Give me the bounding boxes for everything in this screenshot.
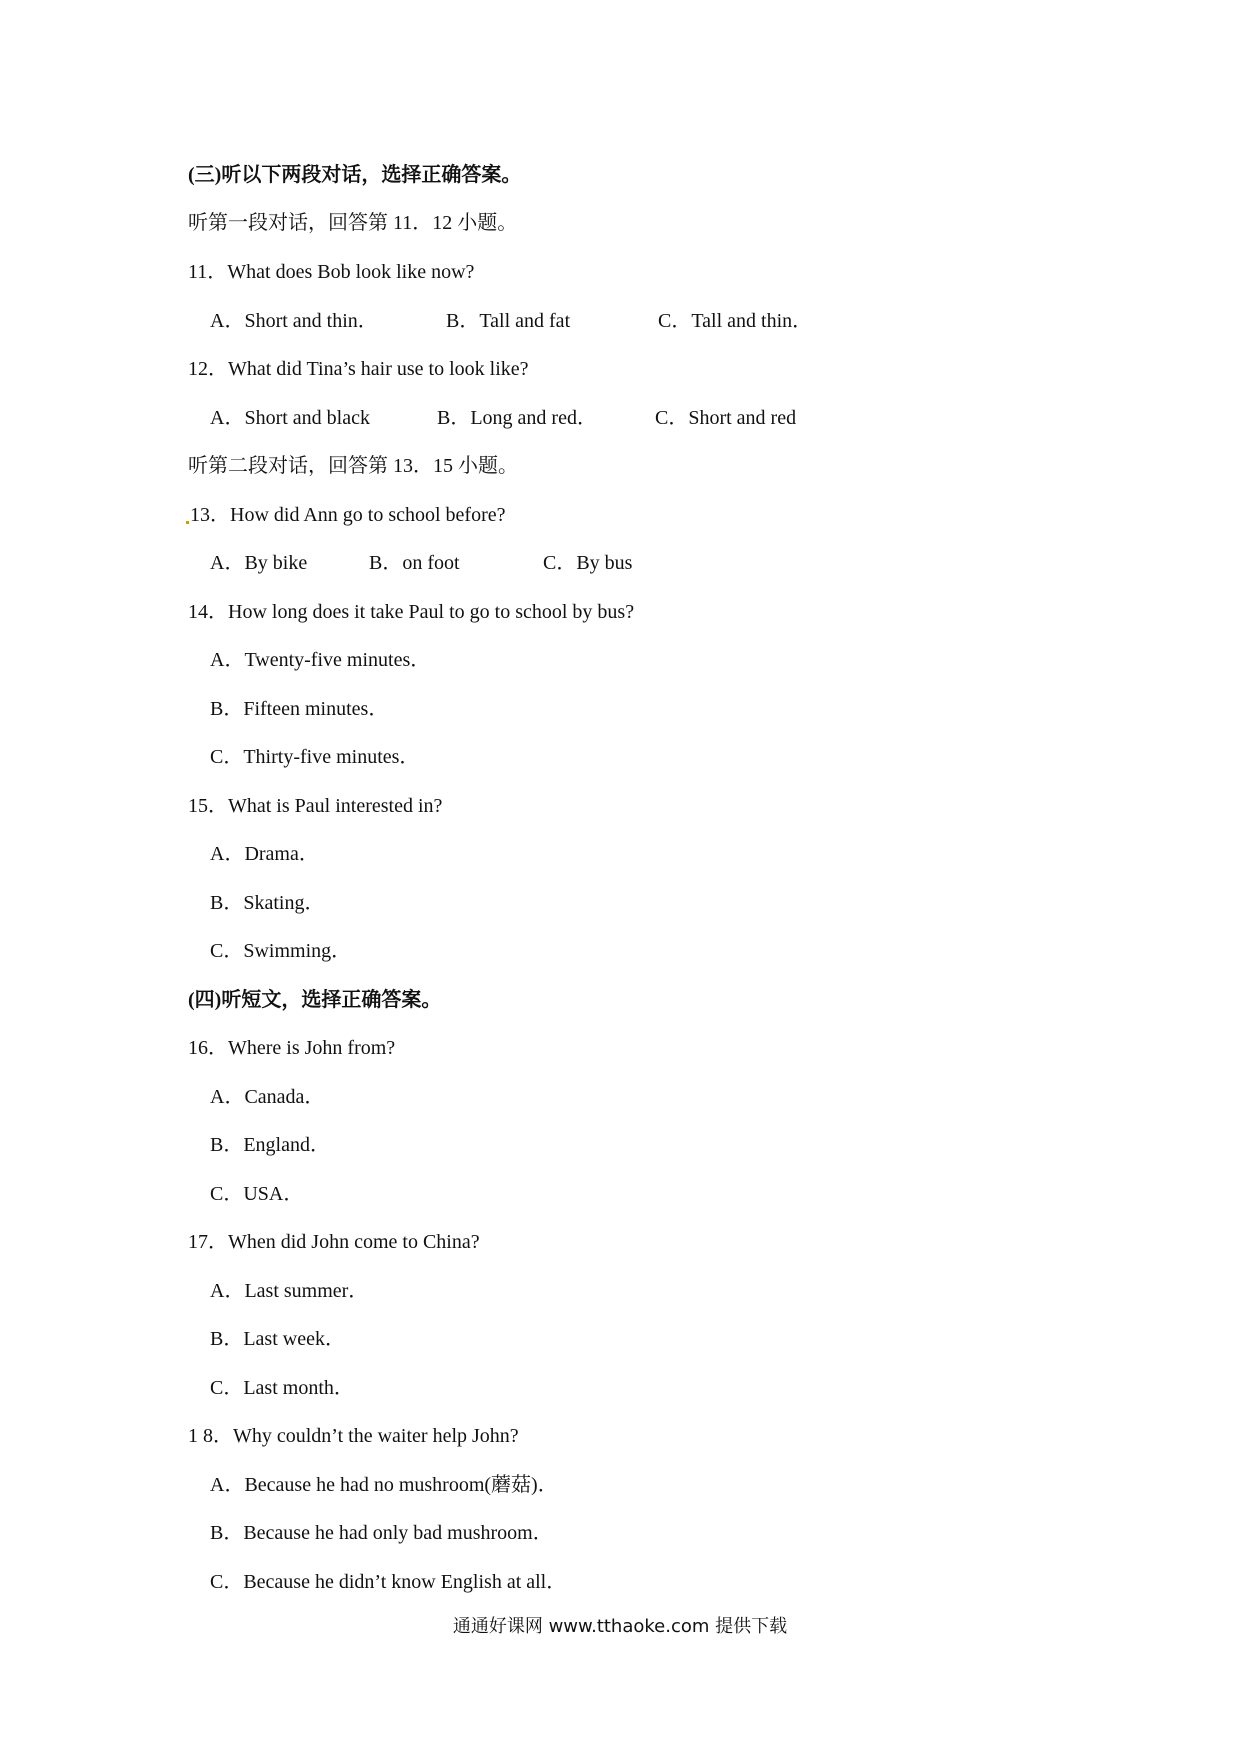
question-18-stem: 1 8．Why couldn’t the waiter help John? (188, 1425, 519, 1447)
question-17-option-b: B．Last week． (210, 1328, 345, 1350)
question-12-stem: 12．What did Tina’s hair use to look like? (188, 358, 529, 380)
question-18-option-a: A．Because he had no mushroom(蘑菇)． (210, 1474, 558, 1496)
question-11-option-b: B．Tall and fat (446, 310, 571, 332)
question-14-option-c: C．Thirty-five minutes． (210, 746, 420, 768)
question-15-option-a: A．Drama． (210, 843, 319, 865)
question-13-stem: 13．How did Ann go to school before? (190, 504, 506, 526)
dialogue-1-intro: 听第一段对话，回答第 11．12 小题。 (188, 212, 518, 234)
question-17-stem: 17．When did John come to China? (188, 1231, 480, 1253)
section-3-title: (三)听以下两段对话，选择正确答案。 (188, 164, 522, 186)
question-12-option-c: C．Short and red (655, 407, 797, 429)
section-4-title: (四)听短文，选择正确答案。 (188, 989, 442, 1011)
question-13-option-a: A．By bike (210, 552, 308, 574)
question-18-option-c: C．Because he didn’t know English at all． (210, 1571, 567, 1593)
question-16-option-a: A．Canada． (210, 1086, 325, 1108)
question-11-stem: 11．What does Bob look like now? (188, 261, 475, 283)
question-15-option-b: B．Skating． (210, 892, 325, 914)
question-16-stem: 16．Where is John from? (188, 1037, 396, 1059)
question-14-stem: 14．How long does it take Paul to go to school by bus? (188, 601, 635, 623)
question-17-option-c: C．Last month． (210, 1377, 354, 1399)
question-16-option-c: C．USA． (210, 1183, 304, 1205)
question-13-option-c: C．By bus (543, 552, 633, 574)
question-11-option-c: C．Tall and thin． (658, 310, 813, 332)
question-14-option-b: B．Fifteen minutes． (210, 698, 389, 720)
page-footer: 通通好课网 www.tthaoke.com 提供下载 (452, 1616, 788, 1637)
dialogue-2-intro: 听第二段对话，回答第 13．15 小题。 (188, 455, 518, 477)
question-16-option-b: B．England． (210, 1134, 330, 1156)
question-12-option-b: B．Long and red． (437, 407, 597, 429)
question-14-option-a: A．Twenty-five minutes． (210, 649, 431, 671)
question-12-option-a: A．Short and black (210, 407, 370, 429)
question-18-option-b: B．Because he had only bad mushroom． (210, 1522, 553, 1544)
question-15-stem: 15．What is Paul interested in? (188, 795, 443, 817)
question-15-option-c: C．Swimming． (210, 940, 352, 962)
question-17-option-a: A．Last summer． (210, 1280, 369, 1302)
question-13-option-b: B．on foot (369, 552, 460, 574)
stray-mark (186, 521, 189, 524)
question-11-option-a: A．Short and thin． (210, 310, 378, 332)
